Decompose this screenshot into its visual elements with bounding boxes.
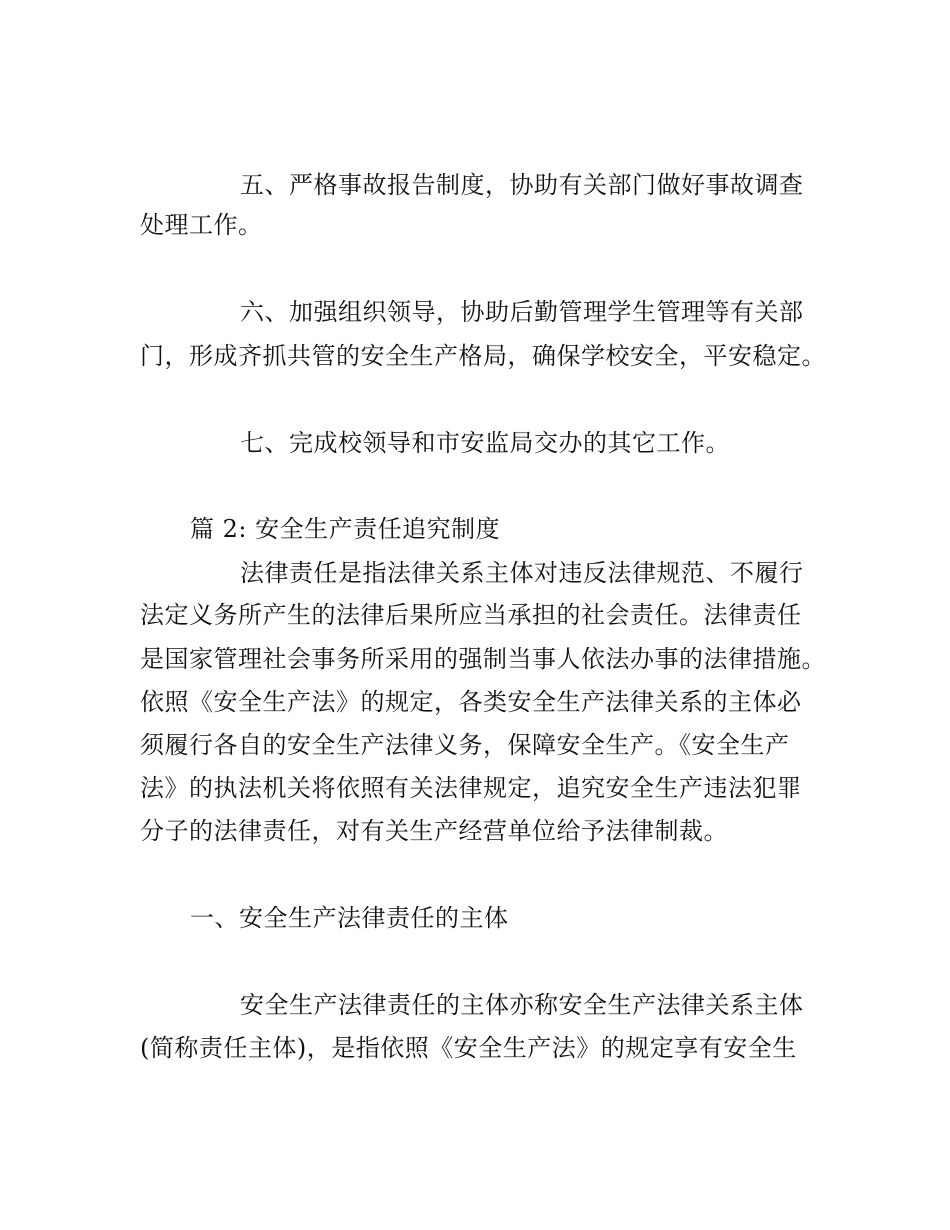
paragraph-line-intro-1: 法律责任是指法律关系主体对违反法律规范、不履行 [240,559,804,587]
paragraph-line-subject-1: 安全生产法律责任的主体亦称安全生产法律关系主体 [240,991,804,1019]
paragraph-line-intro-3: 是国家管理社会事务所采用的强制当事人依法办事的法律措施。 [140,645,826,673]
paragraph-line-intro-6: 法》的执法机关将依照有关法律规定，追究安全生产违法犯罪 [140,774,802,802]
paragraph-line-item-6-cont: 门，形成齐抓共管的安全生产格局，确保学校安全，平安稳定。 [140,342,826,370]
paragraph-line-intro-7: 分子的法律责任，对有关生产经营单位给予法律制裁。 [140,817,728,845]
paragraph-line-subject-2: (简称责任主体)，是指依照《安全生产法》的规定享有安全生 [140,1034,797,1062]
paragraph-line-intro-5: 须履行各自的安全生产法律义务，保障安全生产。《安全生产 [140,731,790,759]
paragraph-line-intro-4: 依照《安全生产法》的规定，各类安全生产法律关系的主体必 [140,688,802,716]
subsection-heading-1: 一、安全生产法律责任的主体 [190,904,509,932]
paragraph-line-intro-2: 法定义务所产生的法律后果所应当承担的社会责任。法律责任 [140,601,802,629]
paragraph-line-item-7: 七、完成校领导和市安监局交办的其它工作。 [240,429,730,457]
paragraph-line-item-5: 五、严格事故报告制度，协助有关部门做好事故调查 [240,171,804,199]
section-heading-part-2: 篇 2: 安全生产责任追究制度 [190,515,501,543]
paragraph-line-item-5-cont: 处理工作。 [140,211,263,239]
paragraph-line-item-6: 六、加强组织领导，协助后勤管理学生管理等有关部 [240,298,804,326]
